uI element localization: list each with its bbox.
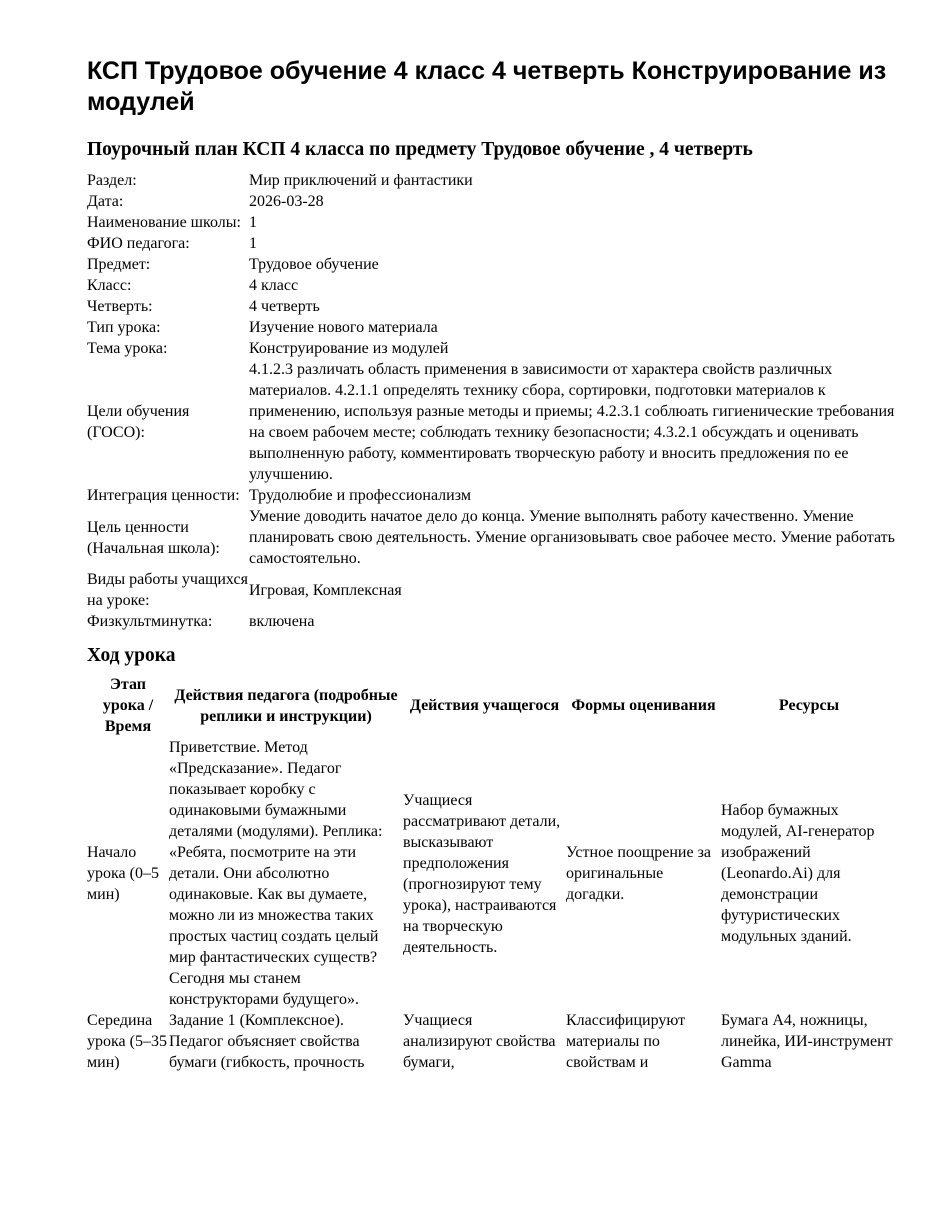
document-title: КСП Трудовое обучение 4 класс 4 четверть Конструирование из модулей	[87, 57, 887, 116]
info-key: Раздел:	[87, 172, 137, 189]
table-cell: Устное поощрение за оригинальные догадки.	[566, 844, 711, 903]
lesson-progress-heading: Ход урока	[87, 645, 176, 666]
info-row	[87, 296, 897, 317]
info-row	[87, 317, 897, 338]
info-row	[87, 611, 897, 632]
table-cell: Набор бумажных модулей, AI-генератор изображений (Leonardo.Ai) для демонстрации футуристических модульных зданий.	[721, 802, 875, 945]
info-value: 2026-03-28	[249, 193, 324, 210]
info-value: включена	[249, 613, 315, 630]
info-row	[87, 485, 897, 506]
info-value: 1	[249, 235, 257, 252]
document-content	[87, 56, 897, 1073]
info-key: Класс:	[87, 277, 132, 294]
table-header-row	[87, 674, 897, 737]
info-row	[87, 569, 897, 611]
info-row	[87, 212, 897, 233]
lesson-info-table	[87, 170, 897, 632]
column-header: Ресурсы	[778, 697, 840, 714]
info-key: Тема урока:	[87, 340, 168, 357]
info-value: 4 четверть	[249, 298, 320, 315]
info-row	[87, 254, 897, 275]
table-cell: Середина урока (5–35 мин)	[87, 1012, 167, 1071]
info-value: Трудолюбие и профессионализм	[249, 487, 471, 504]
info-key: Физкультминутка:	[87, 613, 213, 630]
info-key: Дата:	[87, 193, 124, 210]
info-key: Интеграция ценности:	[87, 487, 240, 504]
table-cell: Учащиеся рассматривают детали, высказывают предположения (прогнозируют тему урока), настраиваются на творческую деятельность.	[403, 791, 561, 956]
info-value: 1	[249, 214, 257, 231]
info-value: 4.1.2.3 различать область применения в зависимости от характера свойств различных материалов. 4.2.1.1 определять технику сбора, сортировки, подготовки материалов к применению, используя разные методы и приемы; 4.2.3.1 соблюать гигиенические требования на своем рабочем месте; соблюдать технику безопасности; 4.3.2.1 обсуждать и оценивать выполненную работу, комментировать творческую работу и вносить предложения по ее улучшению.	[249, 361, 895, 483]
info-row	[87, 191, 897, 212]
table-cell: Задание 1 (Комплексное). Педагог объясняет свойства бумаги (гибкость, прочность	[169, 1012, 365, 1071]
table-cell: Бумага А4, ножницы, линейка, ИИ-инструмент Gamma	[721, 1012, 893, 1071]
info-row	[87, 170, 897, 191]
info-row	[87, 506, 897, 569]
lesson-plan-table	[87, 674, 897, 1073]
info-value: Мир приключений и фантастики	[249, 172, 473, 189]
table-cell: Учащиеся анализируют свойства бумаги,	[403, 1012, 556, 1071]
info-key: Наименование школы:	[87, 214, 241, 231]
info-value: 4 класс	[249, 277, 299, 294]
info-value: Умение доводить начатое дело до конца. Умение выполнять работу качественно. Умение планировать свою деятельность. Умение организовывать свое рабочее место. Умение работать самостоятельно.	[249, 508, 895, 567]
table-row	[87, 737, 897, 1010]
info-key: Цели обучения (ГОСО):	[87, 403, 190, 441]
info-row	[87, 359, 897, 485]
info-value: Игровая, Комплексная	[249, 581, 402, 599]
info-key: Предмет:	[87, 256, 151, 273]
column-header: Действия учащегося	[409, 697, 560, 714]
info-key: Виды работы учащихся на уроке:	[87, 571, 248, 609]
table-cell: Классифицируют материалы по свойствам и	[566, 1012, 686, 1071]
info-value: Изучение нового материала	[249, 319, 438, 336]
info-key: Тип урока:	[87, 319, 161, 336]
info-key: ФИО педагога:	[87, 235, 190, 252]
info-key: Четверть:	[87, 298, 153, 315]
info-value: Конструирование из модулей	[249, 340, 449, 357]
column-header: Формы оценивания	[571, 697, 716, 714]
column-header: Действия педагога (подробные реплики и инструкции)	[174, 686, 398, 725]
table-row	[87, 1010, 897, 1073]
table-cell: Начало урока (0–5 мин)	[87, 844, 159, 903]
table-cell: Приветствие. Метод «Предсказание». Педагог показывает коробку с одинаковыми бумажными деталями (модулями). Реплика: «Ребята, посмотрите на эти детали. Они абсолютно одинаковые. Как вы думаете, можно ли из множества таких простых частиц создать целый мир фантастических существ? Сегодня мы станем конструкторами будущего».	[169, 739, 383, 1008]
info-value: Трудовое обучение	[249, 256, 379, 273]
info-row	[87, 338, 897, 359]
plan-heading: Поурочный план КСП 4 класса по предмету Трудовое обучение , 4 четверть	[87, 139, 753, 160]
info-key: Цель ценности (Начальная школа):	[87, 518, 220, 557]
column-header: Этап урока / Время	[102, 676, 154, 735]
info-row	[87, 233, 897, 254]
info-row	[87, 275, 897, 296]
